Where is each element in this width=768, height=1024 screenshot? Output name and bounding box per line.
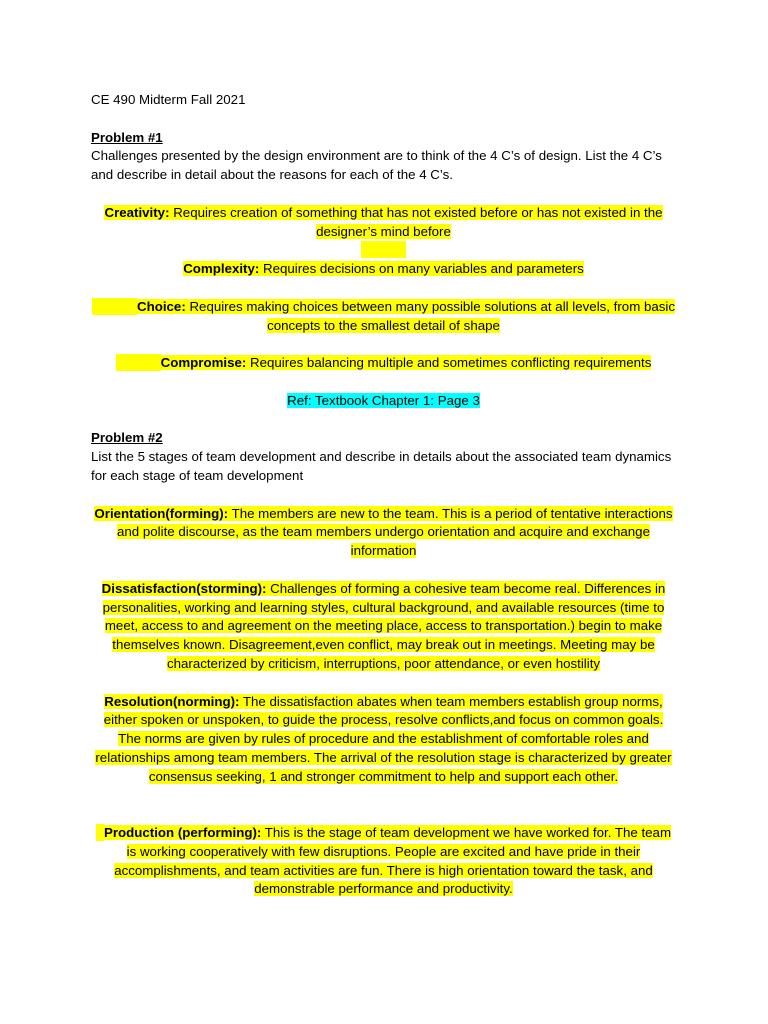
spacer <box>91 185 676 204</box>
answer-production <box>91 824 676 899</box>
answer-complexity-highlight <box>183 261 584 276</box>
answer-resolution-highlight <box>95 694 671 784</box>
document-title: CE 490 Midterm Fall 2021 <box>91 92 246 107</box>
answer-text: The dissatisfaction abates when team members establish group norms, either spoken or unspoken, to guide the process, resolve conflicts,and focus on common goals. The norms are given by rules of procedure and the establishment of comfortable roles and relationships among team members. The arrival of the resolution stage is characterized by greater consensus seeking, 1 and stronger commitment to help and support each other. <box>95 693 672 784</box>
answer-text: Challenges of forming a cohesive team become real. Differences in personalities, working and learning styles, cultural background, and available resources (time to meet, access to and agreement on the meeting place, access to transportation.) begin to make themselves known. Disagreement,even conflict, may break out in meetings. Meeting may be characterized by criticism, interruptions, poor attendance, or even hostility <box>102 580 666 671</box>
spacer <box>91 486 676 505</box>
blank-highlight-line <box>91 241 676 260</box>
answer-orientation <box>91 505 676 561</box>
reference-text: Ref: Textbook Chapter 1: Page 3 <box>287 392 480 408</box>
spacer <box>91 561 676 580</box>
answer-production-highlight <box>96 825 671 896</box>
spacer <box>91 373 676 392</box>
answer-term: Creativity: <box>104 204 170 220</box>
answer-text: Requires creation of something that has not existed before or has not existed in the designer’s mind before <box>169 204 663 239</box>
answer-choice <box>91 298 676 336</box>
leading-highlight <box>116 354 161 371</box>
answer-dissatisfaction-highlight <box>102 581 666 671</box>
reference-line <box>91 392 676 411</box>
answer-term: Choice: <box>136 298 186 314</box>
answer-choice-highlight <box>92 299 675 333</box>
answer-compromise <box>91 354 676 373</box>
spacer <box>91 335 676 354</box>
answer-creativity <box>91 204 676 242</box>
problem-2-question: List the 5 stages of team development and describe in details about the associated team dynamics for each stage of team development <box>91 449 672 483</box>
spacer <box>91 805 676 824</box>
problem-1-question: Challenges presented by the design environment are to think of the 4 C’s of design. List the 4 C’s and describe in detail about the reasons for each of the 4 C’s. <box>91 148 662 183</box>
answer-term: Orientation(forming): <box>94 505 229 521</box>
answer-term: Compromise: <box>160 355 247 371</box>
answer-term: Resolution(norming): <box>104 693 240 709</box>
highlight-block <box>361 241 406 258</box>
answer-term: Dissatisfaction(storming): <box>101 580 267 596</box>
answer-text: Requires decisions on many variables and parameters <box>259 261 584 277</box>
answer-text: Requires balancing multiple and sometimes conflicting requirements <box>246 355 652 371</box>
answer-compromise-highlight <box>116 355 652 370</box>
answer-creativity-highlight <box>104 205 662 239</box>
answer-text: The members are new to the team. This is a period of tentative interactions and polite discourse, as the team members undergo orientation and acquire and exchange information <box>117 505 673 559</box>
spacer <box>91 786 676 805</box>
spacer <box>91 411 676 430</box>
answer-text: Requires making choices between many possible solutions at all levels, from basic concepts to the smallest detail of shape <box>185 298 676 333</box>
problem-1-heading: Problem #1 <box>91 129 163 145</box>
answer-complexity <box>91 260 676 279</box>
answer-term: Complexity: <box>183 261 260 277</box>
leading-highlight <box>92 298 137 315</box>
answer-term: Production (performing): <box>103 825 262 841</box>
spacer <box>91 279 676 298</box>
answer-orientation-highlight <box>94 506 672 559</box>
answer-resolution <box>91 693 676 787</box>
spacer <box>91 110 676 129</box>
answer-dissatisfaction <box>91 580 676 674</box>
spacer <box>91 674 676 693</box>
problem-2-heading: Problem #2 <box>91 430 163 446</box>
answer-text: This is the stage of team development we have worked for. The team is working cooperatively with few disruptions. People are excited and have pride in their accomplishments, and team activities are fun. There is high orientation toward the task, and demonstrable performance and productivity. <box>114 825 672 897</box>
leading-highlight <box>96 824 104 841</box>
